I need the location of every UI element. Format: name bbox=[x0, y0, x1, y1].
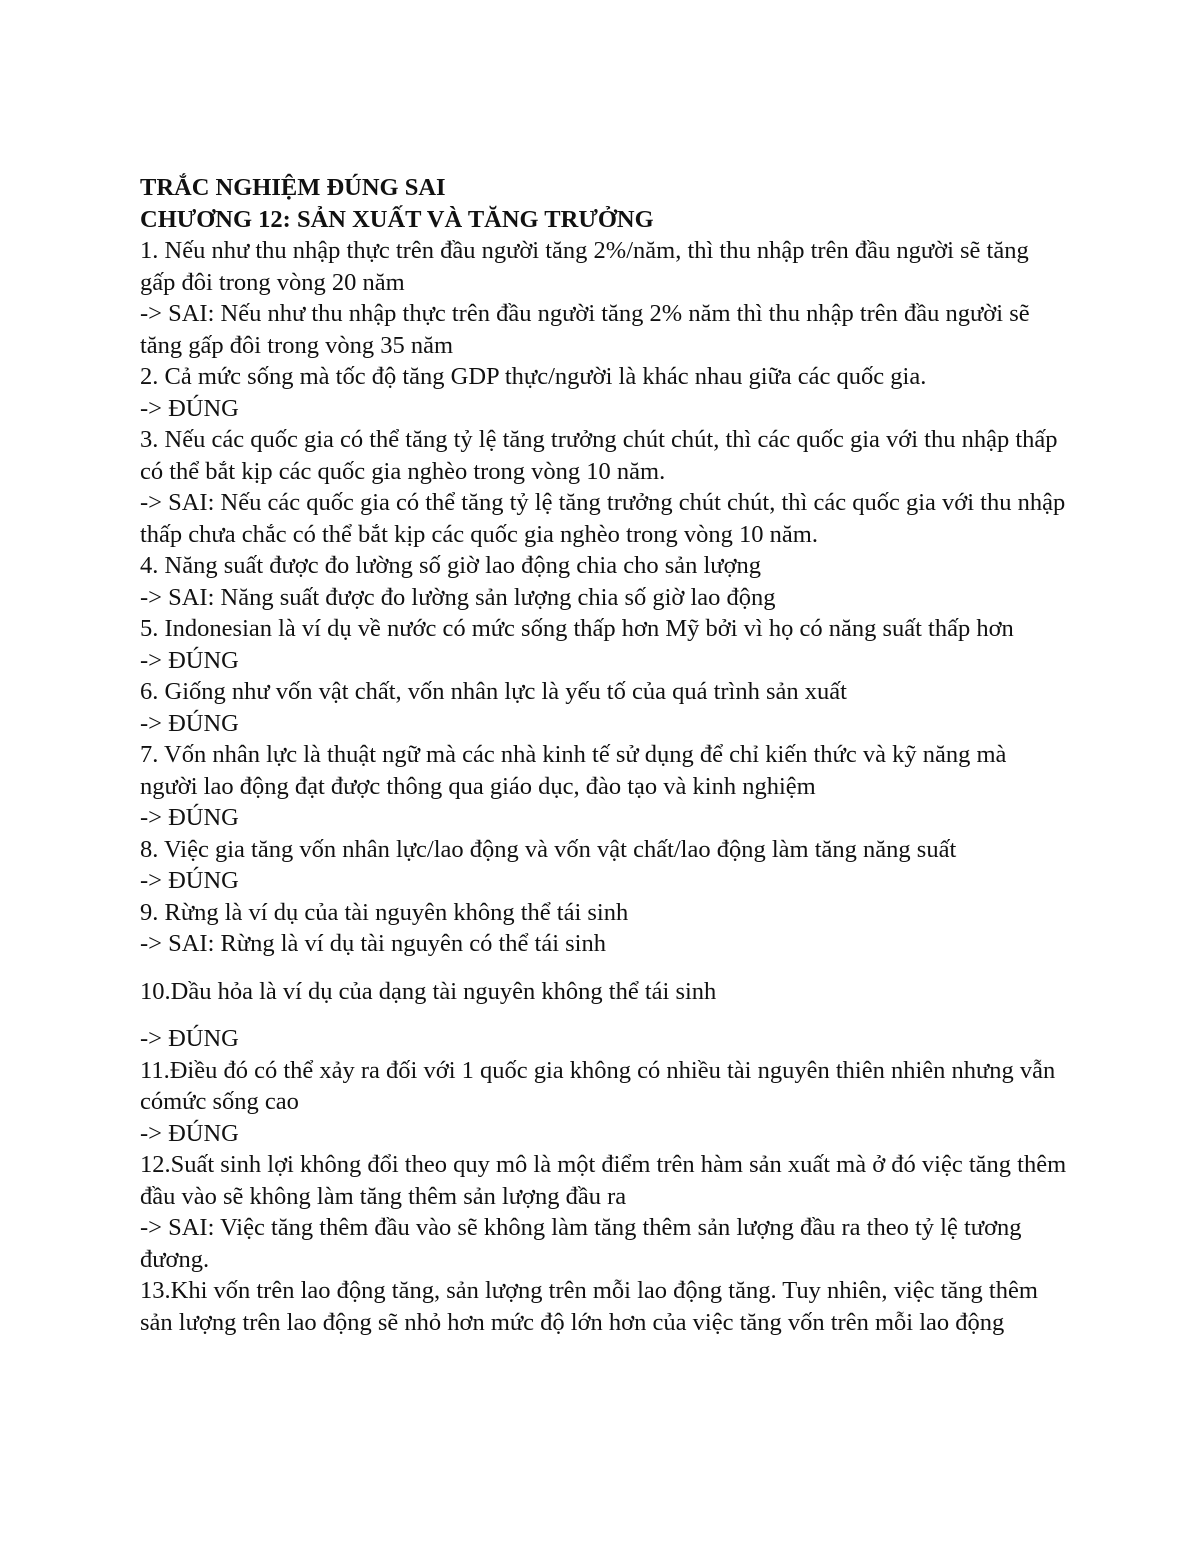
answer-10: -> ĐÚNG bbox=[140, 1025, 239, 1052]
question-11: 11.Điều đó có thể xảy ra đối với 1 quốc gia không có nhiều tài nguyên thiên nhiên nhưng vẫn cómức sống cao bbox=[140, 1056, 1056, 1115]
question-13: 13.Khi vốn trên lao động tăng, sản lượng trên mỗi lao động tăng. Tuy nhiên, việc tăng thêm sản lượng trên lao động sẽ nhỏ hơn mức độ lớn hơn của việc tăng vốn trên mỗi lao động bbox=[140, 1277, 1038, 1336]
question-10: 10.Dầu hỏa là ví dụ của dạng tài nguyên không thể tái sinh bbox=[140, 977, 717, 1005]
question-8: 8. Việc gia tăng vốn nhân lực/lao động và vốn vật chất/lao động làm tăng năng suất bbox=[140, 835, 957, 863]
question-3: 3. Nếu các quốc gia có thể tăng tỷ lệ tăng trưởng chút chút, thì các quốc gia với thu nhập thấp có thể bắt kịp các quốc gia nghèo trong vòng 10 năm. bbox=[140, 426, 1058, 485]
question-7: 7. Vốn nhân lực là thuật ngữ mà các nhà kinh tế sử dụng để chỉ kiến thức và kỹ năng mà người lao động đạt được thông qua giáo dục, đào tạo và kinh nghiệm bbox=[140, 741, 1007, 800]
answer-9: -> SAI: Rừng là ví dụ tài nguyên có thể tái sinh bbox=[140, 930, 606, 957]
question-12: 12.Suất sinh lợi không đổi theo quy mô là một điểm trên hàm sản xuất mà ở đó việc tăng thêm đầu vào sẽ không làm tăng thêm sản lượng đầu ra bbox=[140, 1151, 1067, 1210]
chapter-title: CHƯƠNG 12: SẢN XUẤT VÀ TĂNG TRƯỞNG bbox=[140, 205, 654, 233]
answer-2: -> ĐÚNG bbox=[140, 394, 239, 422]
question-2: 2. Cả mức sống mà tốc độ tăng GDP thực/người là khác nhau giữa các quốc gia. bbox=[140, 363, 927, 390]
question-5: 5. Indonesian là ví dụ về nước có mức sống thấp hơn Mỹ bởi vì họ có năng suất thấp hơn bbox=[140, 615, 1014, 642]
answer-11: -> ĐÚNG bbox=[140, 1119, 239, 1147]
document-title: TRẮC NGHIỆM ĐÚNG SAI bbox=[140, 174, 446, 201]
answer-7: -> ĐÚNG bbox=[140, 804, 239, 831]
answer-6: -> ĐÚNG bbox=[140, 709, 239, 737]
answer-1: -> SAI: Nếu như thu nhập thực trên đầu người tăng 2% năm thì thu nhập trên đầu người sẽ tăng gấp đôi trong vòng 35 năm bbox=[140, 300, 1030, 359]
answer-8: -> ĐÚNG bbox=[140, 867, 239, 894]
document-page bbox=[140, 172, 1070, 1338]
question-6: 6. Giống như vốn vật chất, vốn nhân lực là yếu tố của quá trình sản xuất bbox=[140, 678, 847, 705]
answer-12: -> SAI: Việc tăng thêm đầu vào sẽ không làm tăng thêm sản lượng đầu ra theo tỷ lệ tương đương. bbox=[140, 1214, 1022, 1273]
answer-3: -> SAI: Nếu các quốc gia có thể tăng tỷ lệ tăng trưởng chút chút, thì các quốc gia với thu nhập thấp chưa chắc có thể bắt kịp các quốc gia nghèo trong vòng 10 năm. bbox=[140, 489, 1066, 548]
answer-4: -> SAI: Năng suất được đo lường sản lượng chia số giờ lao động bbox=[140, 583, 776, 611]
answer-5: -> ĐÚNG bbox=[140, 646, 239, 674]
question-4: 4. Năng suất được đo lường số giờ lao động chia cho sản lượng bbox=[140, 552, 762, 579]
question-1: 1. Nếu như thu nhập thực trên đầu người tăng 2%/năm, thì thu nhập trên đầu người sẽ tăng gấp đôi trong vòng 20 năm bbox=[140, 237, 1029, 296]
question-9: 9. Rừng là ví dụ của tài nguyên không thể tái sinh bbox=[140, 898, 629, 926]
